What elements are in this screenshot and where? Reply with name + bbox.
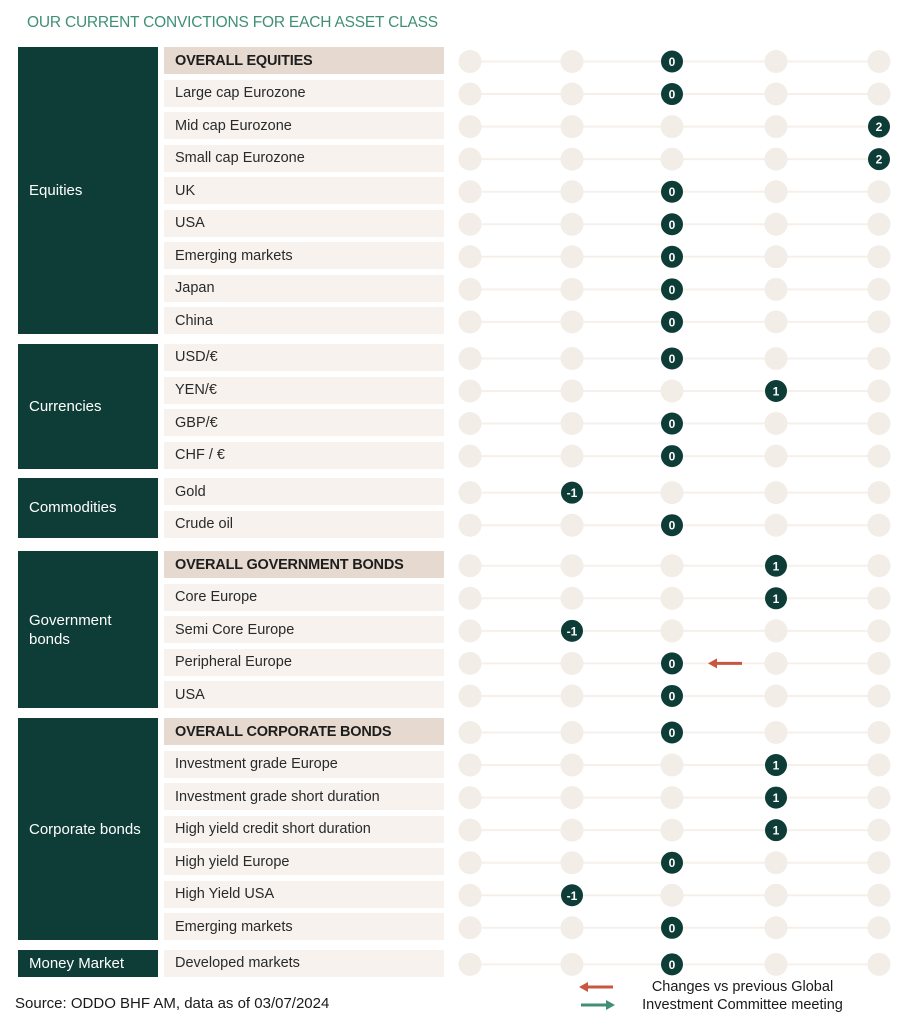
conviction-dot-empty xyxy=(661,754,684,777)
conviction-dot-empty xyxy=(459,554,482,577)
conviction-dot-empty xyxy=(561,50,584,73)
conviction-dot-empty xyxy=(868,180,891,203)
conviction-dot-empty xyxy=(459,83,482,106)
conviction-dot-empty xyxy=(868,347,891,370)
conviction-dot-empty xyxy=(868,884,891,907)
conviction-dot-empty xyxy=(868,721,891,744)
conviction-dot-empty xyxy=(765,148,788,171)
conviction-value-label: 2 xyxy=(875,152,883,167)
conviction-dot-empty xyxy=(868,684,891,707)
category-label: Corporate bonds xyxy=(29,820,141,838)
conviction-dot-empty xyxy=(459,652,482,675)
asset-row: Investment grade Europe xyxy=(164,751,444,778)
conviction-value-label: 0 xyxy=(668,689,676,704)
conviction-dot-empty xyxy=(765,481,788,504)
conviction-dot-empty xyxy=(459,619,482,642)
conviction-value-label: -1 xyxy=(566,624,578,639)
conviction-value-label: 0 xyxy=(668,449,676,464)
conviction-dot-empty xyxy=(661,619,684,642)
conviction-dot-empty xyxy=(661,115,684,138)
asset-row: UK xyxy=(164,177,444,204)
conviction-value-label: 0 xyxy=(668,315,676,330)
conviction-dot-empty xyxy=(765,916,788,939)
asset-row: GBP/€ xyxy=(164,409,444,436)
conviction-dot-empty xyxy=(868,587,891,610)
legend-arrows xyxy=(575,978,620,1016)
conviction-value-label: 0 xyxy=(668,856,676,871)
conviction-dot-empty xyxy=(459,481,482,504)
conviction-dot-empty xyxy=(459,786,482,809)
conviction-dot-empty xyxy=(868,310,891,333)
asset-row: Core Europe xyxy=(164,584,444,611)
conviction-dot-empty xyxy=(561,347,584,370)
conviction-dot-empty xyxy=(459,310,482,333)
conviction-value-label: 0 xyxy=(668,921,676,936)
conviction-dot-empty xyxy=(561,445,584,468)
conviction-dot-empty xyxy=(765,684,788,707)
legend-line-2: Investment Committee meeting xyxy=(642,997,843,1013)
conviction-dot-empty xyxy=(561,953,584,976)
asset-row: Small cap Eurozone xyxy=(164,145,444,172)
conviction-dot-empty xyxy=(459,278,482,301)
conviction-dot-empty xyxy=(661,884,684,907)
conviction-dot-empty xyxy=(765,83,788,106)
conviction-dot-empty xyxy=(868,652,891,675)
asset-row: Emerging markets xyxy=(164,242,444,269)
conviction-dot-empty xyxy=(459,953,482,976)
conviction-dot-empty xyxy=(661,148,684,171)
conviction-dot-empty xyxy=(561,180,584,203)
overall-row: OVERALL EQUITIES xyxy=(164,47,444,74)
conviction-dot-empty xyxy=(868,819,891,842)
conviction-dot-empty xyxy=(561,754,584,777)
conviction-dot-empty xyxy=(459,180,482,203)
asset-row: Developed markets xyxy=(164,950,444,977)
conviction-dot-empty xyxy=(459,754,482,777)
conviction-dot-empty xyxy=(459,851,482,874)
asset-row: Mid cap Eurozone xyxy=(164,112,444,139)
asset-row: CHF / € xyxy=(164,442,444,469)
conviction-dot-empty xyxy=(765,278,788,301)
asset-row: YEN/€ xyxy=(164,377,444,404)
conviction-dot-empty xyxy=(561,851,584,874)
conviction-dot-empty xyxy=(561,148,584,171)
conviction-dot-empty xyxy=(459,50,482,73)
conviction-dot-empty xyxy=(459,347,482,370)
conviction-value-label: 1 xyxy=(772,559,780,574)
conviction-dot-empty xyxy=(661,819,684,842)
conviction-dot-empty xyxy=(868,554,891,577)
conviction-dot-empty xyxy=(765,721,788,744)
conviction-dot-empty xyxy=(459,884,482,907)
conviction-dot-empty xyxy=(765,851,788,874)
conviction-value-label: 0 xyxy=(668,250,676,265)
conviction-dot-empty xyxy=(561,412,584,435)
conviction-value-label: 0 xyxy=(668,185,676,200)
conviction-value-label: 0 xyxy=(668,726,676,740)
conviction-dot-empty xyxy=(561,554,584,577)
conviction-dot-empty xyxy=(868,245,891,268)
asset-row: China xyxy=(164,307,444,334)
conviction-dot-empty xyxy=(765,115,788,138)
conviction-dot-empty xyxy=(661,786,684,809)
legend-down-arrow-icon xyxy=(579,982,613,992)
conviction-value-label: 0 xyxy=(668,55,676,69)
change-down-arrow-icon xyxy=(708,658,742,668)
conviction-dot-empty xyxy=(459,721,482,744)
asset-row: Semi Core Europe xyxy=(164,616,444,643)
page-title: OUR CURRENT CONVICTIONS FOR EACH ASSET CLASS xyxy=(27,14,438,31)
conviction-dot-empty xyxy=(868,916,891,939)
asset-row: Large cap Eurozone xyxy=(164,80,444,107)
conviction-dot-empty xyxy=(765,347,788,370)
conviction-dot-empty xyxy=(561,115,584,138)
conviction-dot-empty xyxy=(661,587,684,610)
conviction-dot-empty xyxy=(765,619,788,642)
conviction-dot-empty xyxy=(868,754,891,777)
category-label: Currencies xyxy=(29,397,102,415)
asset-row: High yield credit short duration xyxy=(164,816,444,843)
conviction-dot-empty xyxy=(561,916,584,939)
overall-row: OVERALL GOVERNMENT BONDS xyxy=(164,551,444,578)
conviction-value-label: 0 xyxy=(668,656,676,671)
conviction-dot-empty xyxy=(459,115,482,138)
conviction-dot-empty xyxy=(459,445,482,468)
conviction-dot-empty xyxy=(459,587,482,610)
conviction-value-label: 0 xyxy=(668,417,676,432)
conviction-dot-empty xyxy=(561,83,584,106)
conviction-value-label: 1 xyxy=(772,758,780,773)
conviction-dot-empty xyxy=(459,245,482,268)
conviction-dot-empty xyxy=(868,851,891,874)
conviction-dot-empty xyxy=(868,380,891,403)
conviction-value-label: 1 xyxy=(772,591,780,606)
legend-up-arrow-icon xyxy=(581,1000,615,1010)
asset-row: Peripheral Europe xyxy=(164,649,444,676)
conviction-value-label: -1 xyxy=(566,486,578,501)
conviction-dot-empty xyxy=(561,310,584,333)
conviction-dot-empty xyxy=(459,916,482,939)
asset-row: High Yield USA xyxy=(164,881,444,908)
category-label: Money Market xyxy=(29,954,125,972)
conviction-dot-empty xyxy=(765,953,788,976)
conviction-dot-empty xyxy=(868,412,891,435)
conviction-value-label: 0 xyxy=(668,87,676,102)
conviction-dot-empty xyxy=(868,786,891,809)
conviction-dot-empty xyxy=(868,213,891,236)
conviction-dot-empty xyxy=(561,380,584,403)
overall-row: OVERALL CORPORATE BONDS xyxy=(164,718,444,745)
conviction-dot-empty xyxy=(868,514,891,537)
source-note: Source: ODDO BHF AM, data as of 03/07/2024 xyxy=(15,995,330,1012)
conviction-value-label: 0 xyxy=(668,957,676,972)
conviction-dot-empty xyxy=(561,721,584,744)
conviction-dot-empty xyxy=(765,652,788,675)
conviction-dot-empty xyxy=(561,652,584,675)
asset-row: USA xyxy=(164,210,444,237)
conviction-dot-empty xyxy=(765,245,788,268)
conviction-value-label: 1 xyxy=(772,791,780,806)
conviction-dot-empty xyxy=(561,587,584,610)
conviction-dot-empty xyxy=(765,213,788,236)
asset-row: USD/€ xyxy=(164,344,444,371)
conviction-dot-empty xyxy=(868,481,891,504)
conviction-dot-empty xyxy=(868,445,891,468)
asset-row: Gold xyxy=(164,478,444,505)
conviction-dot-empty xyxy=(459,684,482,707)
legend xyxy=(625,978,860,1014)
conviction-dot-empty xyxy=(561,786,584,809)
asset-row: Investment grade short duration xyxy=(164,783,444,810)
asset-row: Crude oil xyxy=(164,511,444,538)
asset-row: High yield Europe xyxy=(164,848,444,875)
conviction-dot-empty xyxy=(459,148,482,171)
conviction-dot-empty xyxy=(561,684,584,707)
conviction-dot-empty xyxy=(661,481,684,504)
asset-row: Japan xyxy=(164,275,444,302)
conviction-dot-empty xyxy=(459,819,482,842)
conviction-dot-empty xyxy=(459,412,482,435)
conviction-dot-empty xyxy=(868,83,891,106)
conviction-value-label: 0 xyxy=(668,282,676,297)
conviction-dot-empty xyxy=(765,310,788,333)
category-label: Equities xyxy=(29,182,83,200)
conviction-dot-empty xyxy=(765,50,788,73)
conviction-dot-empty xyxy=(868,50,891,73)
conviction-value-label: -1 xyxy=(566,888,578,903)
conviction-dot-empty xyxy=(561,278,584,301)
conviction-dot-empty xyxy=(561,514,584,537)
conviction-dot-empty xyxy=(661,554,684,577)
conviction-dot-empty xyxy=(661,380,684,403)
conviction-value-label: 0 xyxy=(668,518,676,533)
conviction-value-label: 1 xyxy=(772,823,780,838)
category-label: Commodities xyxy=(29,499,117,517)
conviction-dot-empty xyxy=(765,180,788,203)
conviction-dot-empty xyxy=(459,213,482,236)
category-label: Government bonds xyxy=(29,611,112,648)
conviction-dot-empty xyxy=(765,445,788,468)
conviction-dot-empty xyxy=(459,380,482,403)
conviction-value-label: 2 xyxy=(875,120,883,135)
asset-row: Emerging markets xyxy=(164,913,444,940)
conviction-dot-empty xyxy=(561,819,584,842)
conviction-dot-empty xyxy=(765,514,788,537)
conviction-dot-empty xyxy=(868,619,891,642)
conviction-dot-empty xyxy=(561,245,584,268)
conviction-dot-empty xyxy=(868,278,891,301)
conviction-dot-empty xyxy=(765,412,788,435)
conviction-value-label: 0 xyxy=(668,351,676,366)
conviction-value-label: 1 xyxy=(772,384,780,399)
legend-line-1: Changes vs previous Global xyxy=(651,979,834,995)
asset-row: USA xyxy=(164,681,444,708)
conviction-value-label: 0 xyxy=(668,217,676,232)
conviction-dot-empty xyxy=(868,953,891,976)
conviction-dot-empty xyxy=(561,213,584,236)
conviction-dot-empty xyxy=(765,884,788,907)
conviction-dot-empty xyxy=(459,514,482,537)
